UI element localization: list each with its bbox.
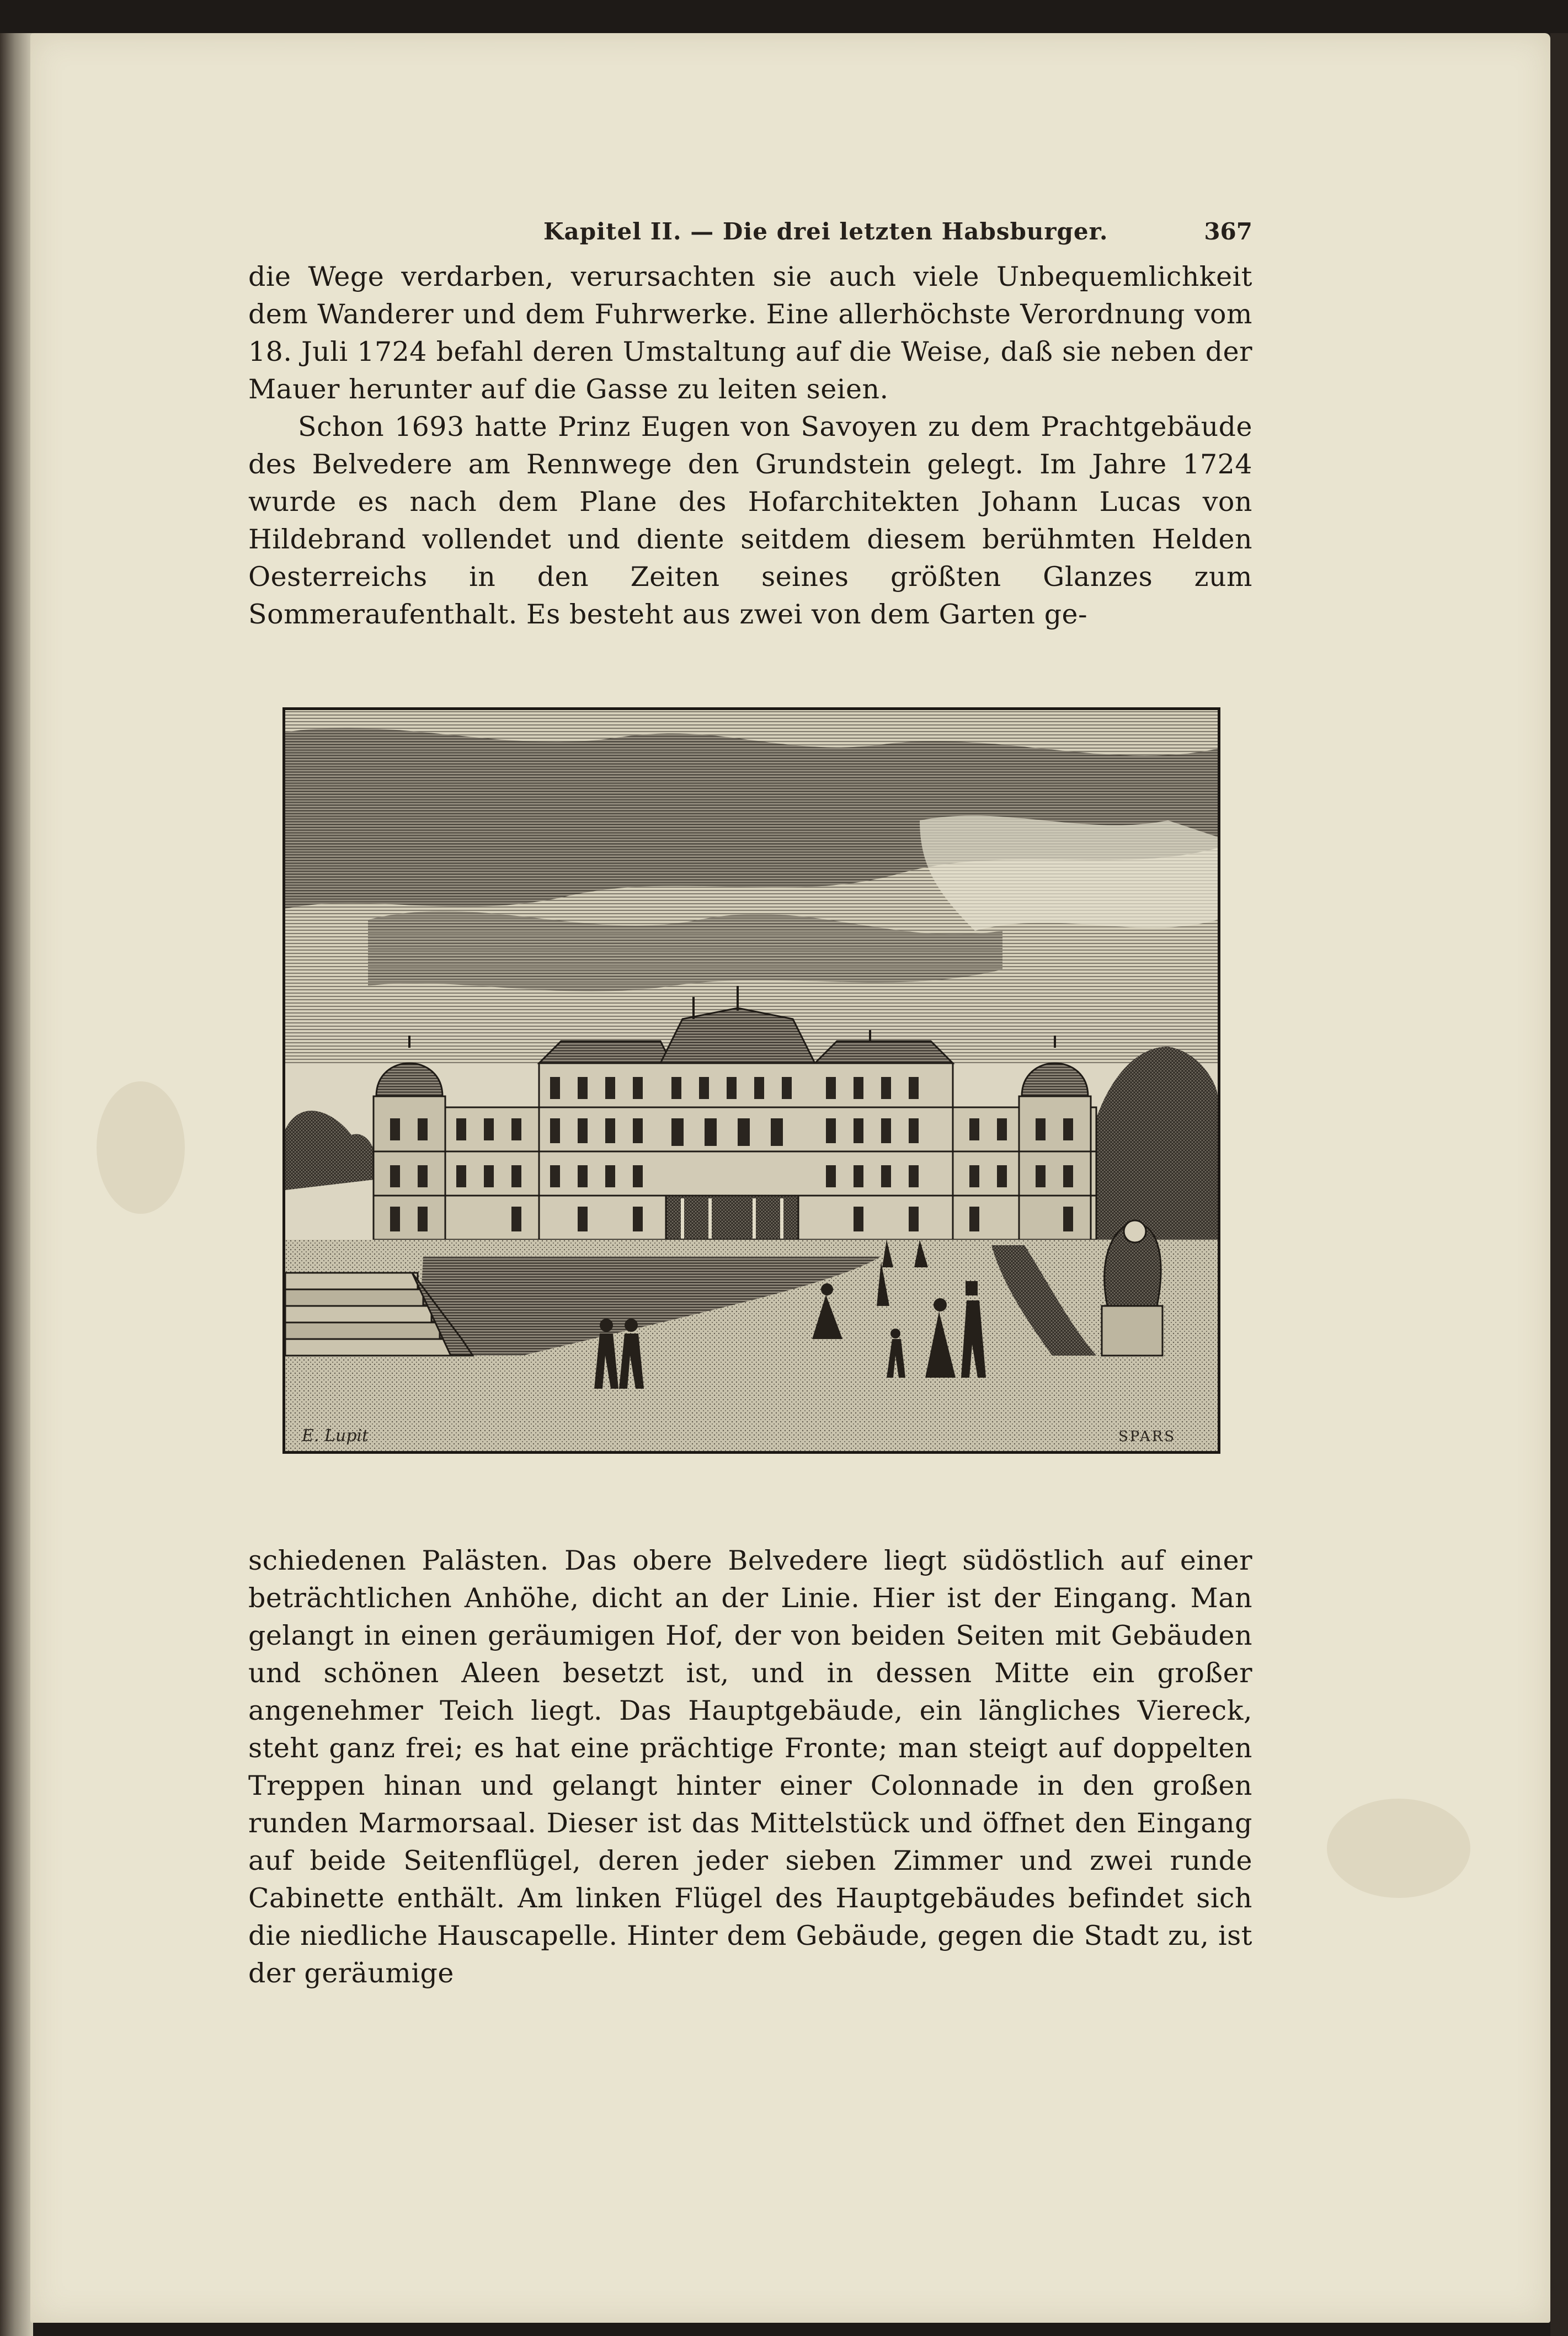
engraving-illustration [282, 707, 1220, 1454]
paper-stain [97, 1081, 185, 1214]
page-number: 367 [1204, 218, 1252, 245]
paragraph: die Wege verdarben, verursachten sie auch viele Unbequemlichkeit dem Wanderer und dem Fuhrwerke. Eine allerhöchste Verordnung vom 18. Juli 1724 befahl deren Umstaltung auf die Weise, daß sie neben der Mauer herunter auf die Gasse zu leiten seien. [248, 261, 1252, 405]
text-block-top [248, 258, 1252, 633]
page-edge [1550, 33, 1568, 2336]
paper-stain [1327, 1799, 1470, 1898]
belvedere-engraving [285, 710, 1218, 1451]
cloud-highlight [920, 815, 1218, 931]
artist-signature: SPARS [1118, 1428, 1176, 1445]
book-gutter [0, 33, 33, 2336]
trees-left [285, 1111, 379, 1190]
running-head [248, 218, 1252, 251]
paragraph: Schon 1693 hatte Prinz Eugen von Savoyen zu dem Prachtgebäude des Belvedere am Rennwege den Grundstein gelegt. Im Jahre 1724 wurde es nach dem Plane des Hofarchitekten Johann Lucas von Hildebrand vollendet und diente seitdem diesem berühmten Helden Oesterreichs in den Zeiten seines größten Glanzes zum Sommeraufenthalt. Es besteht aus zwei von dem Garten ge- [248, 411, 1252, 630]
text-block-bottom [248, 1542, 1252, 1992]
engraver-signature: E. Lupit [302, 1426, 369, 1446]
paragraph: schiedenen Palästen. Das obere Belvedere liegt südöstlich auf einer beträchtlichen Anhöhe, dicht an der Linie. Hier ist der Eingang. Man gelangt in einen geräumigen Hof, der von beiden Seiten mit Gebäuden und schönen Aleen besetzt ist, und in dessen Mitte ein großer angenehmer Teich liegt. Das Hauptgebäude, ein längliches Viereck, steht ganz frei; es hat eine prächtige Fronte; man steigt auf doppelten Treppen hinan und gelangt hinter einer Colonnade in den großen runden Marmorsaal. Dieser ist das Mittelstück und öffnet den Eingang auf beide Seitenflügel, deren jeder sieben Zimmer und zwei runde Cabinette enthält. Am linken Flügel des Hauptgebäudes befindet sich die niedliche Hauscapelle. Hinter dem Gebäude, gegen die Stadt zu, ist der geräumige [248, 1545, 1252, 1989]
chapter-title: Kapitel II. — Die drei letzten Habsburger. [543, 218, 1108, 245]
